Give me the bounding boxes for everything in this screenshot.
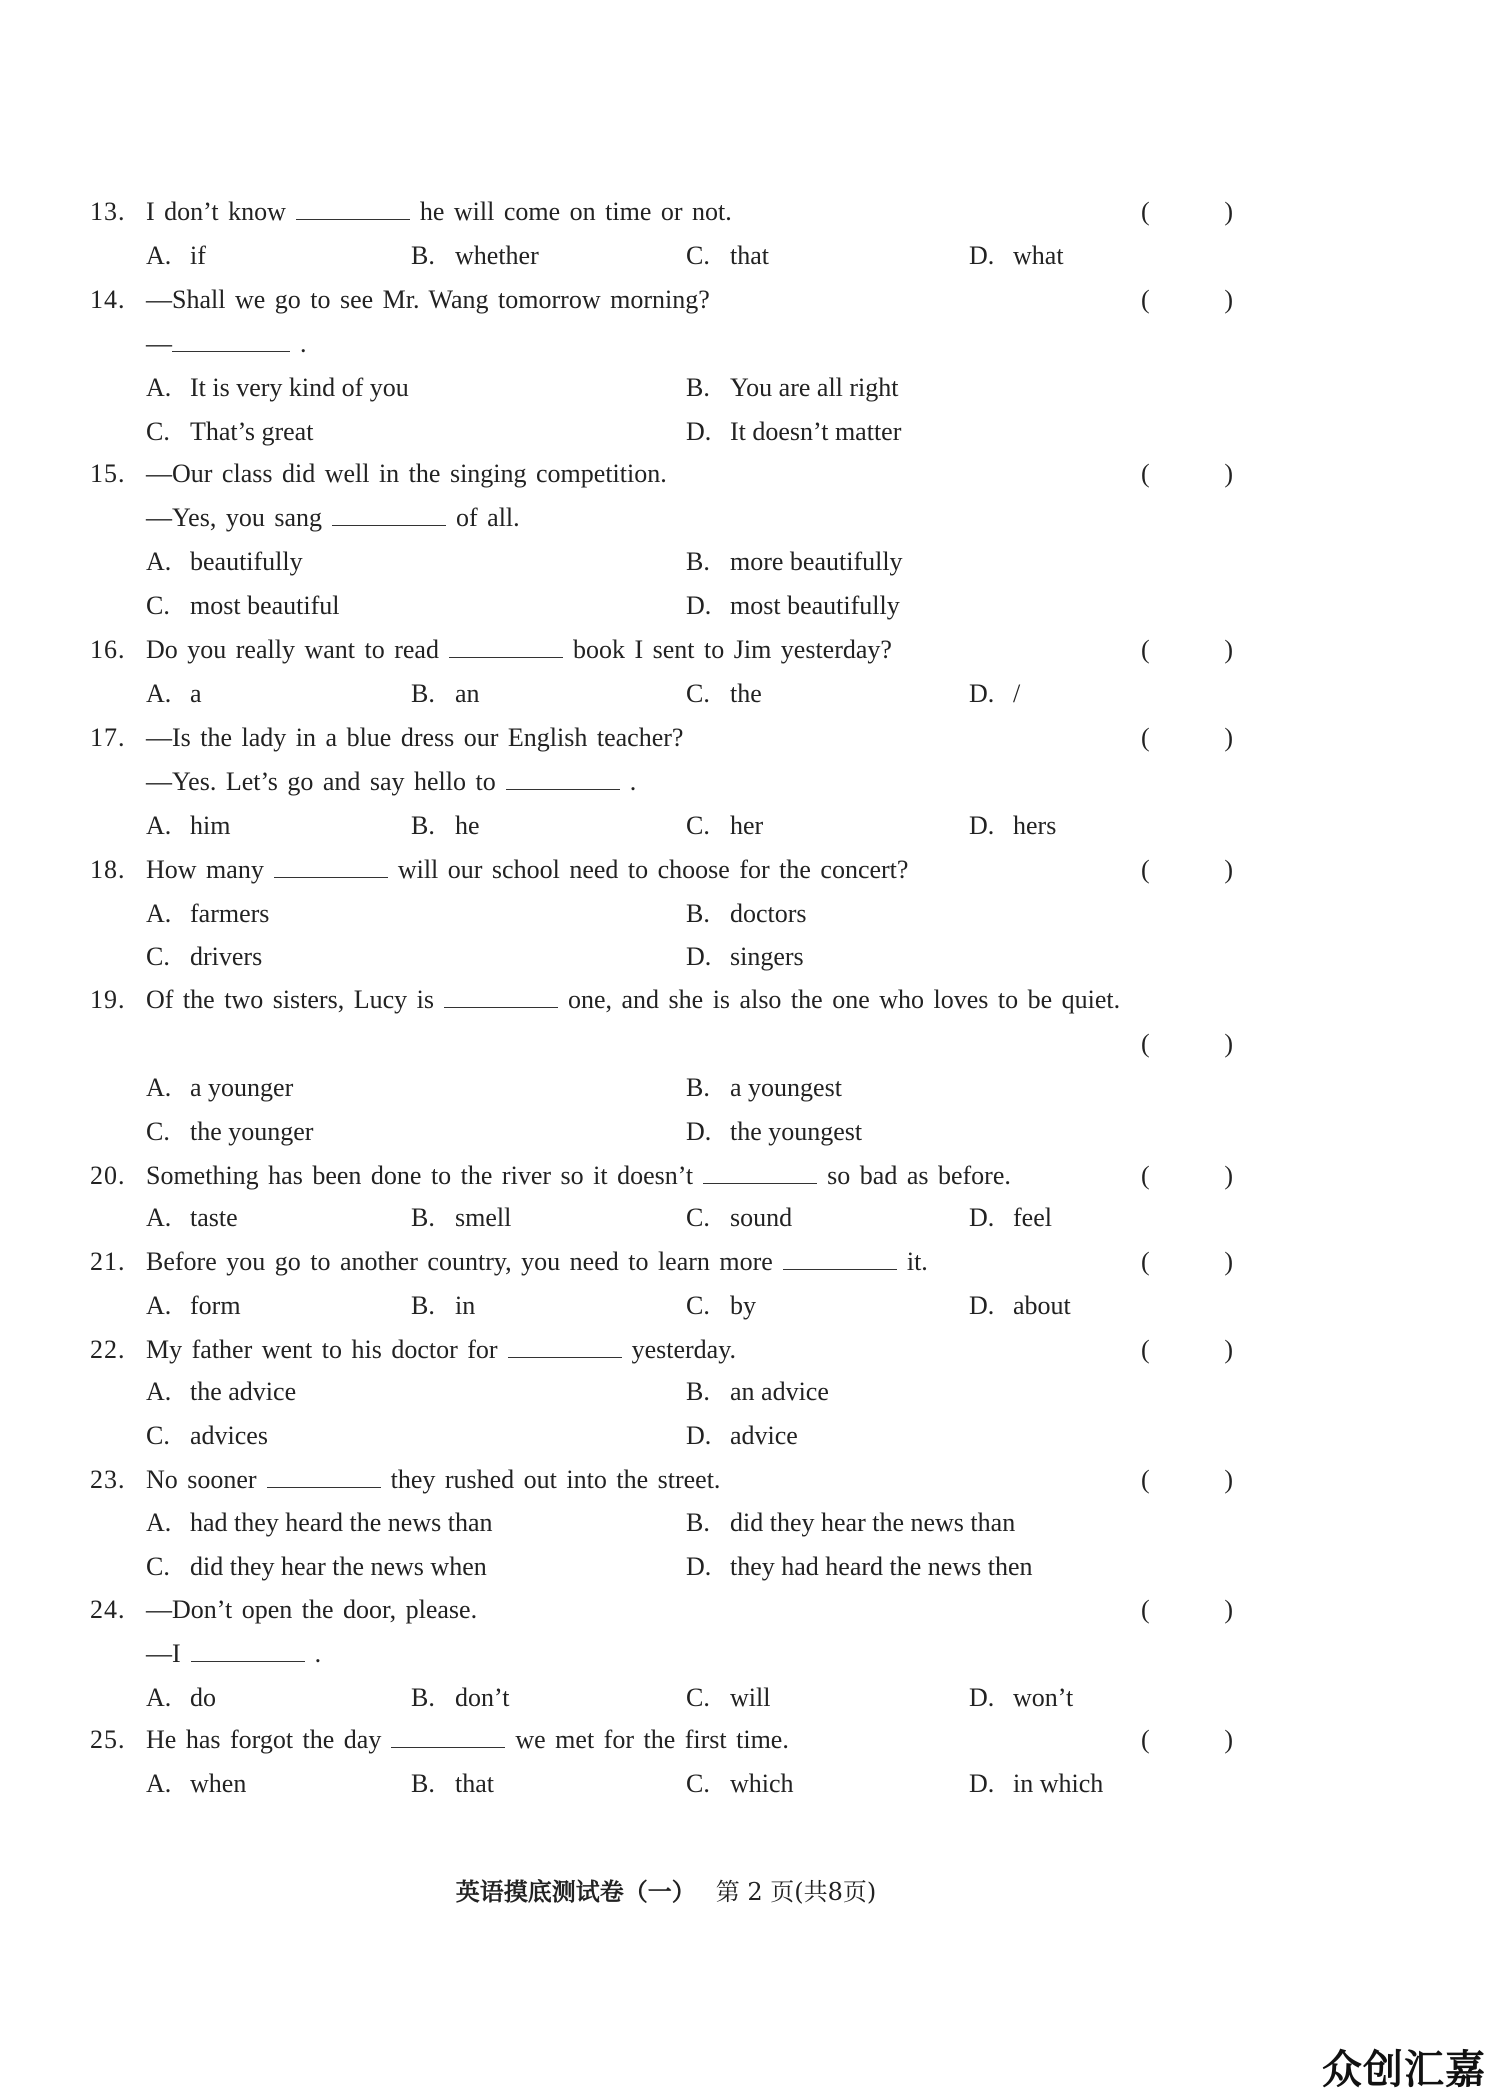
option-d: D. / (969, 679, 1021, 708)
answer-parentheses: ( ) (1141, 1595, 1233, 1624)
question-stem: He has forgot the day we met for the first time. (146, 1725, 789, 1754)
option-b: B. doctors (686, 899, 807, 928)
option-a: A. farmers (146, 899, 270, 928)
options-row (0, 1284, 1504, 1328)
option-d: D. the youngest (686, 1117, 863, 1146)
option-a: A. when (146, 1769, 247, 1798)
question-number: 15. (90, 459, 126, 488)
dialogue-reply: —I . (146, 1639, 322, 1668)
answer-parentheses: ( ) (1141, 1725, 1233, 1754)
question-stem: My father went to his doctor for yesterday. (146, 1335, 737, 1364)
dialogue-reply: — . (146, 329, 307, 358)
question-stem: Before you go to another country, you need to learn more it. (146, 1247, 928, 1276)
options-row (0, 1762, 1504, 1806)
option-d: D. about (969, 1291, 1071, 1320)
question-20 (0, 1154, 1504, 1198)
option-a: A. taste (146, 1203, 238, 1232)
option-d: D. what (969, 241, 1064, 270)
question-stem: No sooner they rushed out into the street. (146, 1465, 721, 1494)
question-stem: Something has been done to the river so it doesn’t so bad as before. (146, 1161, 1011, 1190)
answer-parentheses-row (0, 1022, 1504, 1066)
answer-parentheses: ( ) (1141, 723, 1233, 752)
option-b: B. that (411, 1769, 494, 1798)
answer-parentheses: ( ) (1141, 635, 1233, 664)
option-d: D. feel (969, 1203, 1052, 1232)
watermark-logo: 众创汇嘉 (1322, 2047, 1486, 2093)
answer-blank (274, 855, 388, 878)
option-c: C. her (686, 811, 764, 840)
option-d: D. hers (969, 811, 1057, 840)
answer-parentheses: ( ) (1141, 285, 1233, 314)
question-15 (0, 452, 1504, 496)
options-row (0, 584, 1504, 628)
dialogue-reply: —Yes, you sang of all. (146, 503, 520, 532)
options-row (0, 234, 1504, 278)
question-16 (0, 628, 1504, 672)
page-number: 第 2 页(共8页) (715, 1878, 877, 1906)
option-c: C. advices (146, 1421, 268, 1450)
answer-blank (449, 635, 563, 658)
answer-parentheses: ( ) (1141, 197, 1233, 226)
options-row (0, 672, 1504, 716)
option-c: C. which (686, 1769, 794, 1798)
option-c: C. by (686, 1291, 756, 1320)
option-a: A. if (146, 241, 206, 270)
answer-blank (267, 1465, 381, 1488)
question-24 (0, 1588, 1504, 1632)
question-number: 19. (90, 985, 126, 1014)
question-19 (0, 978, 1504, 1022)
option-d: D. they had heard the news then (686, 1552, 1033, 1581)
question-18 (0, 848, 1504, 892)
options-row (0, 1501, 1504, 1545)
option-b: B. don’t (411, 1683, 510, 1712)
option-a: A. him (146, 811, 231, 840)
option-d: D. won’t (969, 1683, 1074, 1712)
answer-parentheses: ( ) (1141, 855, 1233, 884)
option-b: B. an advice (686, 1377, 829, 1406)
question-number: 14. (90, 285, 126, 314)
option-a: A. It is very kind of you (146, 373, 409, 402)
option-b: B. smell (411, 1203, 512, 1232)
answer-blank (172, 329, 290, 352)
options-row (0, 410, 1504, 454)
option-d: D. singers (686, 942, 804, 971)
options-row (0, 935, 1504, 979)
option-b: B. a youngest (686, 1073, 842, 1102)
option-a: A. a younger (146, 1073, 294, 1102)
option-c: C. sound (686, 1203, 793, 1232)
options-row (0, 892, 1504, 936)
answer-parentheses: ( ) (1141, 1335, 1233, 1364)
question-25 (0, 1718, 1504, 1762)
option-c: C. that (686, 241, 769, 270)
option-b: B. in (411, 1291, 476, 1320)
question-21 (0, 1240, 1504, 1284)
answer-blank (332, 503, 446, 526)
question-13 (0, 190, 1504, 234)
question-stem: How many will our school need to choose for the concert? (146, 855, 909, 884)
options-row (0, 1545, 1504, 1589)
answer-parentheses: ( ) (1141, 1161, 1233, 1190)
dialogue-reply: —Yes. Let’s go and say hello to . (146, 767, 637, 796)
question-number: 13. (90, 197, 126, 226)
answer-blank (703, 1161, 817, 1184)
options-row (0, 540, 1504, 584)
answer-parentheses: ( ) (1141, 1029, 1233, 1058)
option-b: B. whether (411, 241, 539, 270)
question-number: 24. (90, 1595, 126, 1624)
options-row (0, 1414, 1504, 1458)
option-c: C. drivers (146, 942, 263, 971)
option-a: A. do (146, 1683, 216, 1712)
question-stem: Do you really want to read book I sent to Jim yesterday? (146, 635, 892, 664)
options-row (0, 804, 1504, 848)
answer-blank (391, 1725, 505, 1748)
option-a: A. had they heard the news than (146, 1508, 493, 1537)
question-number: 21. (90, 1247, 126, 1276)
question-stem: —Is the lady in a blue dress our English teacher? (146, 723, 684, 752)
question-17 (0, 716, 1504, 760)
question-number: 16. (90, 635, 126, 664)
question-number: 18. (90, 855, 126, 884)
option-d: D. advice (686, 1421, 798, 1450)
question-stem: I don’t know he will come on time or not. (146, 197, 732, 226)
option-b: B. he (411, 811, 480, 840)
exam-title: 英语摸底测试卷（一） (455, 1878, 696, 1906)
options-row (0, 1676, 1504, 1720)
option-c: C. will (686, 1683, 771, 1712)
question-number: 25. (90, 1725, 126, 1754)
answer-parentheses: ( ) (1141, 1247, 1233, 1276)
question-14 (0, 278, 1504, 322)
question-stem: —Shall we go to see Mr. Wang tomorrow morning? (146, 285, 710, 314)
options-row (0, 1370, 1504, 1414)
question-stem: —Our class did well in the singing competition. (146, 459, 667, 488)
answer-blank (783, 1247, 897, 1270)
option-c: C. That’s great (146, 417, 314, 446)
option-b: B. an (411, 679, 480, 708)
answer-blank (506, 767, 620, 790)
option-d: D. in which (969, 1769, 1104, 1798)
option-d: D. most beautifully (686, 591, 900, 620)
answer-blank (296, 197, 410, 220)
option-a: A. beautifully (146, 547, 303, 576)
answer-parentheses: ( ) (1141, 1465, 1233, 1494)
question-22 (0, 1328, 1504, 1372)
question-stem: Of the two sisters, Lucy is one, and she is also the one who loves to be quiet. (146, 985, 1121, 1014)
options-row (0, 1196, 1504, 1240)
option-a: A. form (146, 1291, 241, 1320)
question-number: 22. (90, 1335, 126, 1364)
page-footer (0, 1872, 1332, 1912)
question-number: 23. (90, 1465, 126, 1494)
answer-blank (444, 985, 558, 1008)
option-c: C. did they hear the news when (146, 1552, 487, 1581)
answer-parentheses: ( ) (1141, 459, 1233, 488)
question-23 (0, 1458, 1504, 1502)
option-a: A. the advice (146, 1377, 297, 1406)
option-d: D. It doesn’t matter (686, 417, 902, 446)
option-b: B. You are all right (686, 373, 899, 402)
question-stem: —Don’t open the door, please. (146, 1595, 478, 1624)
option-b: B. more beautifully (686, 547, 903, 576)
option-b: B. did they hear the news than (686, 1508, 1016, 1537)
options-row (0, 1110, 1504, 1154)
option-c: C. the (686, 679, 762, 708)
options-row (0, 1066, 1504, 1110)
options-row (0, 366, 1504, 410)
option-c: C. most beautiful (146, 591, 340, 620)
option-a: A. a (146, 679, 202, 708)
question-number: 20. (90, 1161, 126, 1190)
answer-blank (508, 1335, 622, 1358)
question-number: 17. (90, 723, 126, 752)
option-c: C. the younger (146, 1117, 314, 1146)
answer-blank (191, 1639, 305, 1662)
